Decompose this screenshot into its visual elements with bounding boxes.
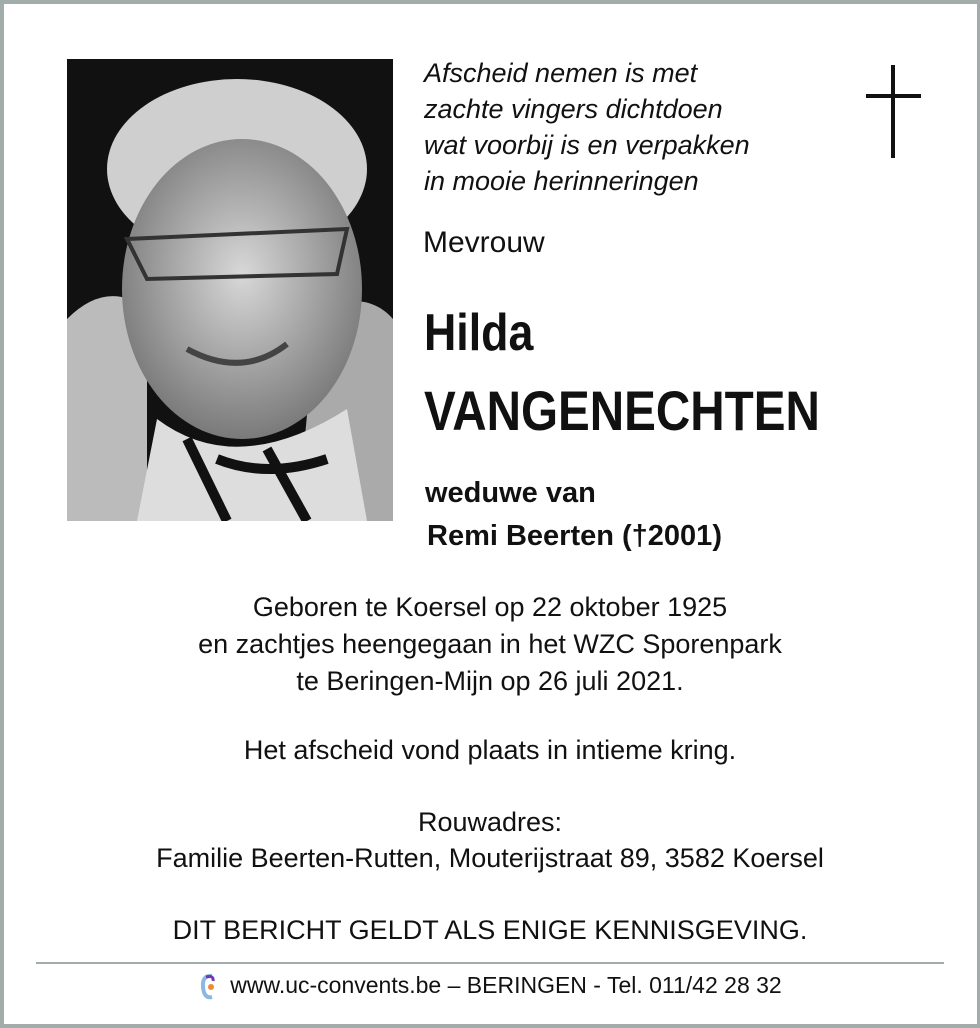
widow-label: weduwe van — [425, 477, 596, 509]
poem-line: zachte vingers dichtdoen — [424, 94, 723, 124]
info-line: en zachtjes heengegaan in het WZC Sporenpark — [198, 629, 782, 659]
funeral-home-logo-icon — [198, 973, 218, 1001]
portrait-photo — [67, 59, 393, 521]
poem-line: wat voorbij is en verpakken — [424, 130, 750, 160]
poem-line: in mooie herinneringen — [424, 166, 699, 196]
poem-line: Afscheid nemen is met — [424, 58, 698, 88]
spouse-name: Remi Beerten (†2001) — [427, 520, 722, 552]
footer-contact: www.uc-convents.be – BERINGEN - Tel. 011/42 28 32 — [230, 972, 782, 998]
birth-death-info — [0, 589, 980, 700]
info-line: te Beringen-Mijn op 26 juli 2021. — [296, 666, 684, 696]
poem — [424, 55, 750, 199]
divider — [36, 962, 944, 964]
notice-text: DIT BERICHT GELDT ALS ENIGE KENNISGEVING. — [172, 915, 808, 945]
cross-icon — [866, 65, 921, 158]
last-name: VANGENECHTEN — [424, 379, 820, 442]
mourning-address: Familie Beerten-Rutten, Mouterijstraat 89, 3582 Koersel — [156, 843, 824, 873]
first-name: Hilda — [424, 304, 534, 362]
salutation: Mevrouw — [423, 226, 545, 259]
info-line: Geboren te Koersel op 22 oktober 1925 — [252, 592, 728, 622]
footer — [0, 972, 980, 1001]
address-label: Rouwadres: — [417, 807, 563, 837]
farewell-text: Het afscheid vond plaats in intieme kring. — [243, 735, 737, 765]
